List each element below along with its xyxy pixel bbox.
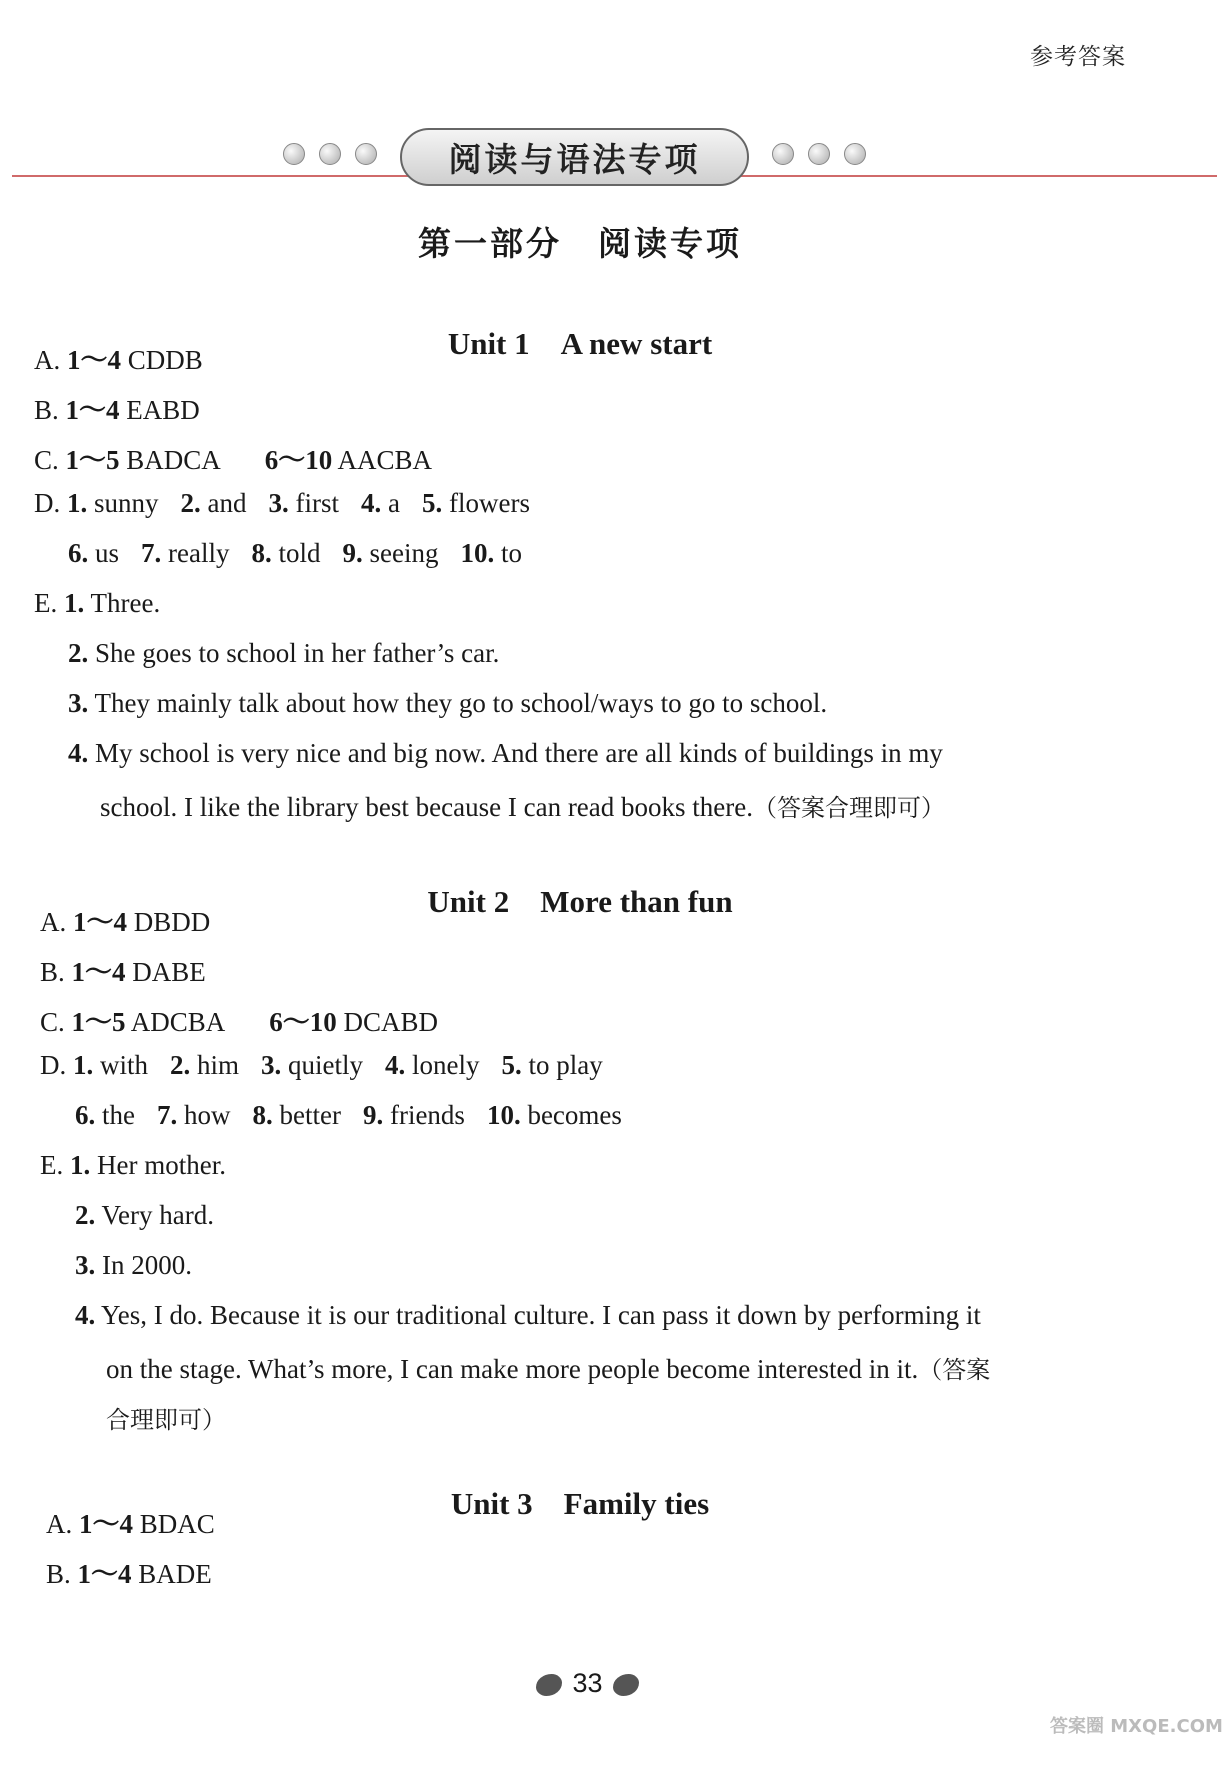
section-banner: 阅读与语法专项 — [400, 128, 749, 186]
section-letter: A. — [34, 345, 61, 375]
answer-segment — [34, 438, 221, 477]
question-number: 6～10 — [269, 1007, 337, 1037]
question-number: 1～4 — [73, 907, 127, 937]
question-number: 3. — [261, 1050, 282, 1080]
answer-text: sunny — [94, 488, 159, 518]
dot-icon — [319, 143, 341, 165]
question-number: 8. — [251, 538, 272, 568]
answer-segment — [269, 1000, 438, 1039]
unit-title: Unit 2 More than fun — [427, 884, 733, 919]
section-letter: C. — [34, 445, 59, 475]
section-letter: B. — [34, 395, 59, 425]
answer-segment — [363, 1100, 465, 1131]
question-number: 7. — [141, 538, 162, 568]
answer-text: CDDB — [127, 345, 203, 375]
section-letter: A. — [40, 907, 67, 937]
answer-segment — [46, 1502, 215, 1541]
answer-segment — [181, 488, 247, 519]
answer-text: to play — [528, 1050, 603, 1080]
question-number: 8. — [252, 1100, 273, 1130]
dot-icon — [772, 143, 794, 165]
question-number: 2. — [68, 638, 89, 668]
answer-text: BADCA — [126, 445, 221, 475]
answer-segment — [46, 1552, 212, 1591]
question-number: 6. — [75, 1100, 96, 1130]
question-number: 3. — [68, 688, 89, 718]
answer-segment — [265, 438, 432, 477]
answer-text: to — [500, 538, 522, 568]
answer-text: on the stage. What’s more, I can make more people become interested in it. — [106, 1354, 919, 1384]
question-number: 1～4 — [79, 1509, 133, 1539]
question-number: 2. — [75, 1200, 96, 1230]
question-number: 1～4 — [65, 395, 120, 425]
answer-text: EABD — [126, 395, 200, 425]
answer-text: Very hard. — [101, 1200, 214, 1230]
answer-text: friends — [389, 1100, 465, 1130]
question-number: 6～10 — [264, 445, 333, 475]
question-number: 1～5 — [71, 1007, 126, 1037]
answer-text: first — [295, 488, 339, 518]
answer-segment — [40, 1050, 148, 1081]
answer-line — [100, 788, 967, 823]
answer-text: My school is very nice and big now. And there are all kinds of buildings in my — [95, 738, 943, 768]
unit-title: Unit 1 A new start — [447, 326, 713, 361]
question-number: 1. — [67, 488, 88, 518]
section-letter: B. — [46, 1559, 71, 1589]
question-number: 3. — [75, 1250, 96, 1280]
answer-text: BADE — [138, 1559, 212, 1589]
answer-segment — [68, 688, 827, 719]
answer-segment — [343, 538, 439, 569]
answer-line — [68, 688, 849, 719]
answer-segment — [68, 538, 119, 569]
answer-segment — [34, 488, 159, 519]
answer-text: us — [95, 538, 120, 568]
answer-segment — [141, 538, 229, 569]
question-number: 1～4 — [67, 345, 121, 375]
section-letter: D. — [40, 1050, 67, 1080]
answer-segment — [68, 738, 943, 769]
answer-line — [40, 1000, 460, 1039]
question-number: 4. — [75, 1300, 96, 1330]
answer-segment — [40, 1000, 225, 1039]
answer-text: the — [102, 1100, 135, 1130]
answer-text: becomes — [527, 1100, 622, 1130]
answer-text: Her mother. — [97, 1150, 226, 1180]
answer-line — [68, 738, 965, 769]
answer-line — [34, 388, 222, 427]
answer-segment — [385, 1050, 480, 1081]
answer-text: quietly — [288, 1050, 364, 1080]
answer-segment — [502, 1050, 603, 1081]
note-text: 合理即可） — [106, 1406, 226, 1434]
answer-text: In 2000. — [102, 1250, 192, 1280]
answer-text: and — [207, 488, 247, 518]
question-number: 2. — [180, 488, 201, 518]
answer-segment — [422, 488, 530, 519]
answer-line — [75, 1300, 1003, 1331]
answer-segment — [75, 1100, 135, 1131]
question-number: 1. — [73, 1050, 94, 1080]
answer-text: school. I like the library best because I can read books there. — [100, 792, 753, 822]
answer-segment — [170, 1050, 239, 1081]
watermark: 答案圈 MXQE.COM — [1050, 1716, 1223, 1737]
answer-segment — [40, 900, 210, 939]
answer-segment — [34, 588, 160, 619]
note-text: （答案合理即可） — [753, 794, 945, 822]
page-number: 33 — [572, 1668, 603, 1698]
dot-icon — [355, 143, 377, 165]
answer-segment — [487, 1100, 622, 1131]
section-letter: C. — [40, 1007, 65, 1037]
answer-text: AACBA — [337, 445, 433, 475]
answer-line — [75, 1250, 214, 1281]
answer-segment — [460, 538, 522, 569]
dot-icon — [844, 143, 866, 165]
answer-segment — [34, 388, 200, 427]
question-number: 5. — [501, 1050, 522, 1080]
answer-segment — [261, 1050, 363, 1081]
question-number: 6. — [68, 538, 89, 568]
question-number: 4. — [385, 1050, 406, 1080]
answer-text: DBDD — [133, 907, 211, 937]
answer-segment — [68, 638, 499, 669]
part-title: 第一部分 阅读专项 — [418, 224, 742, 263]
answer-segment — [157, 1100, 231, 1131]
answer-line — [46, 1552, 234, 1591]
question-number: 10. — [486, 1100, 521, 1130]
header-label: 参考答案 — [1030, 44, 1126, 70]
banner-dots-right — [772, 143, 866, 165]
question-number: 10. — [460, 538, 495, 568]
answer-segment — [34, 338, 203, 377]
answer-segment — [251, 538, 320, 569]
question-number: 1～4 — [77, 1559, 132, 1589]
section-letter: A. — [46, 1509, 73, 1539]
answer-text: how — [184, 1100, 231, 1130]
answer-text: him — [197, 1050, 240, 1080]
question-number: 5. — [421, 488, 443, 518]
answer-line — [75, 1200, 236, 1231]
question-number: 7. — [157, 1100, 178, 1130]
question-number: 1. — [70, 1150, 91, 1180]
answer-line — [34, 438, 454, 477]
answer-text: ADCBA — [130, 1007, 226, 1037]
answer-text: with — [100, 1050, 149, 1080]
answer-segment — [40, 950, 206, 989]
question-number: 4. — [68, 738, 89, 768]
question-number: 1～5 — [65, 445, 120, 475]
answer-segment — [75, 1300, 981, 1331]
answer-segment — [106, 1350, 990, 1385]
answer-line — [46, 1502, 237, 1541]
answer-segment — [361, 488, 400, 519]
question-number: 3. — [268, 488, 289, 518]
question-number: 4. — [361, 488, 382, 518]
answer-segment — [40, 1150, 226, 1181]
answer-text: DCABD — [343, 1007, 439, 1037]
section-letter: E. — [34, 588, 58, 618]
answer-text: flowers — [448, 488, 530, 518]
answer-line — [40, 1150, 248, 1181]
answer-text: a — [388, 488, 400, 518]
answer-line — [40, 900, 232, 939]
answer-segment — [75, 1200, 214, 1231]
answer-text: lonely — [412, 1050, 480, 1080]
answer-segment — [253, 1100, 341, 1131]
dot-icon — [283, 143, 305, 165]
answer-line — [40, 950, 228, 989]
answer-text: really — [168, 538, 230, 568]
answer-text: She goes to school in her father’s car. — [95, 638, 500, 668]
question-number: 1～4 — [71, 957, 126, 987]
answer-line — [34, 338, 225, 377]
answer-text: seeing — [369, 538, 439, 568]
question-number: 2. — [170, 1050, 191, 1080]
answer-text: Three. — [90, 588, 161, 618]
section-letter: B. — [40, 957, 65, 987]
answer-segment — [100, 788, 945, 823]
answer-line — [40, 1050, 625, 1081]
leaf-icon — [536, 1674, 562, 1696]
answer-text: BDAC — [139, 1509, 215, 1539]
banner-dots-left — [283, 143, 377, 165]
leaf-icon — [613, 1674, 639, 1696]
answer-text: DABE — [132, 957, 206, 987]
section-letter: E. — [40, 1150, 64, 1180]
page-footer — [0, 1668, 1175, 1699]
note-text: （答案 — [918, 1356, 991, 1384]
answer-line — [106, 1350, 1012, 1385]
answer-text: They mainly talk about how they go to school/ways to go to school. — [94, 688, 828, 718]
answer-line — [68, 638, 521, 669]
answer-line — [68, 538, 544, 569]
unit-title: Unit 3 Family ties — [450, 1486, 710, 1521]
answer-line — [106, 1400, 248, 1435]
answer-text: Yes, I do. Because it is our traditional culture. I can pass it down by performing it — [101, 1300, 981, 1330]
answer-line — [75, 1100, 644, 1131]
question-number: 9. — [342, 538, 363, 568]
answer-text: better — [279, 1100, 341, 1130]
answer-segment — [106, 1400, 226, 1435]
answer-line — [34, 488, 552, 519]
section-letter: D. — [34, 488, 61, 518]
dot-icon — [808, 143, 830, 165]
question-number: 1. — [64, 588, 85, 618]
answer-text: told — [278, 538, 321, 568]
answer-segment — [75, 1250, 192, 1281]
answer-line — [34, 588, 182, 619]
question-number: 9. — [362, 1100, 384, 1130]
answer-segment — [269, 488, 340, 519]
